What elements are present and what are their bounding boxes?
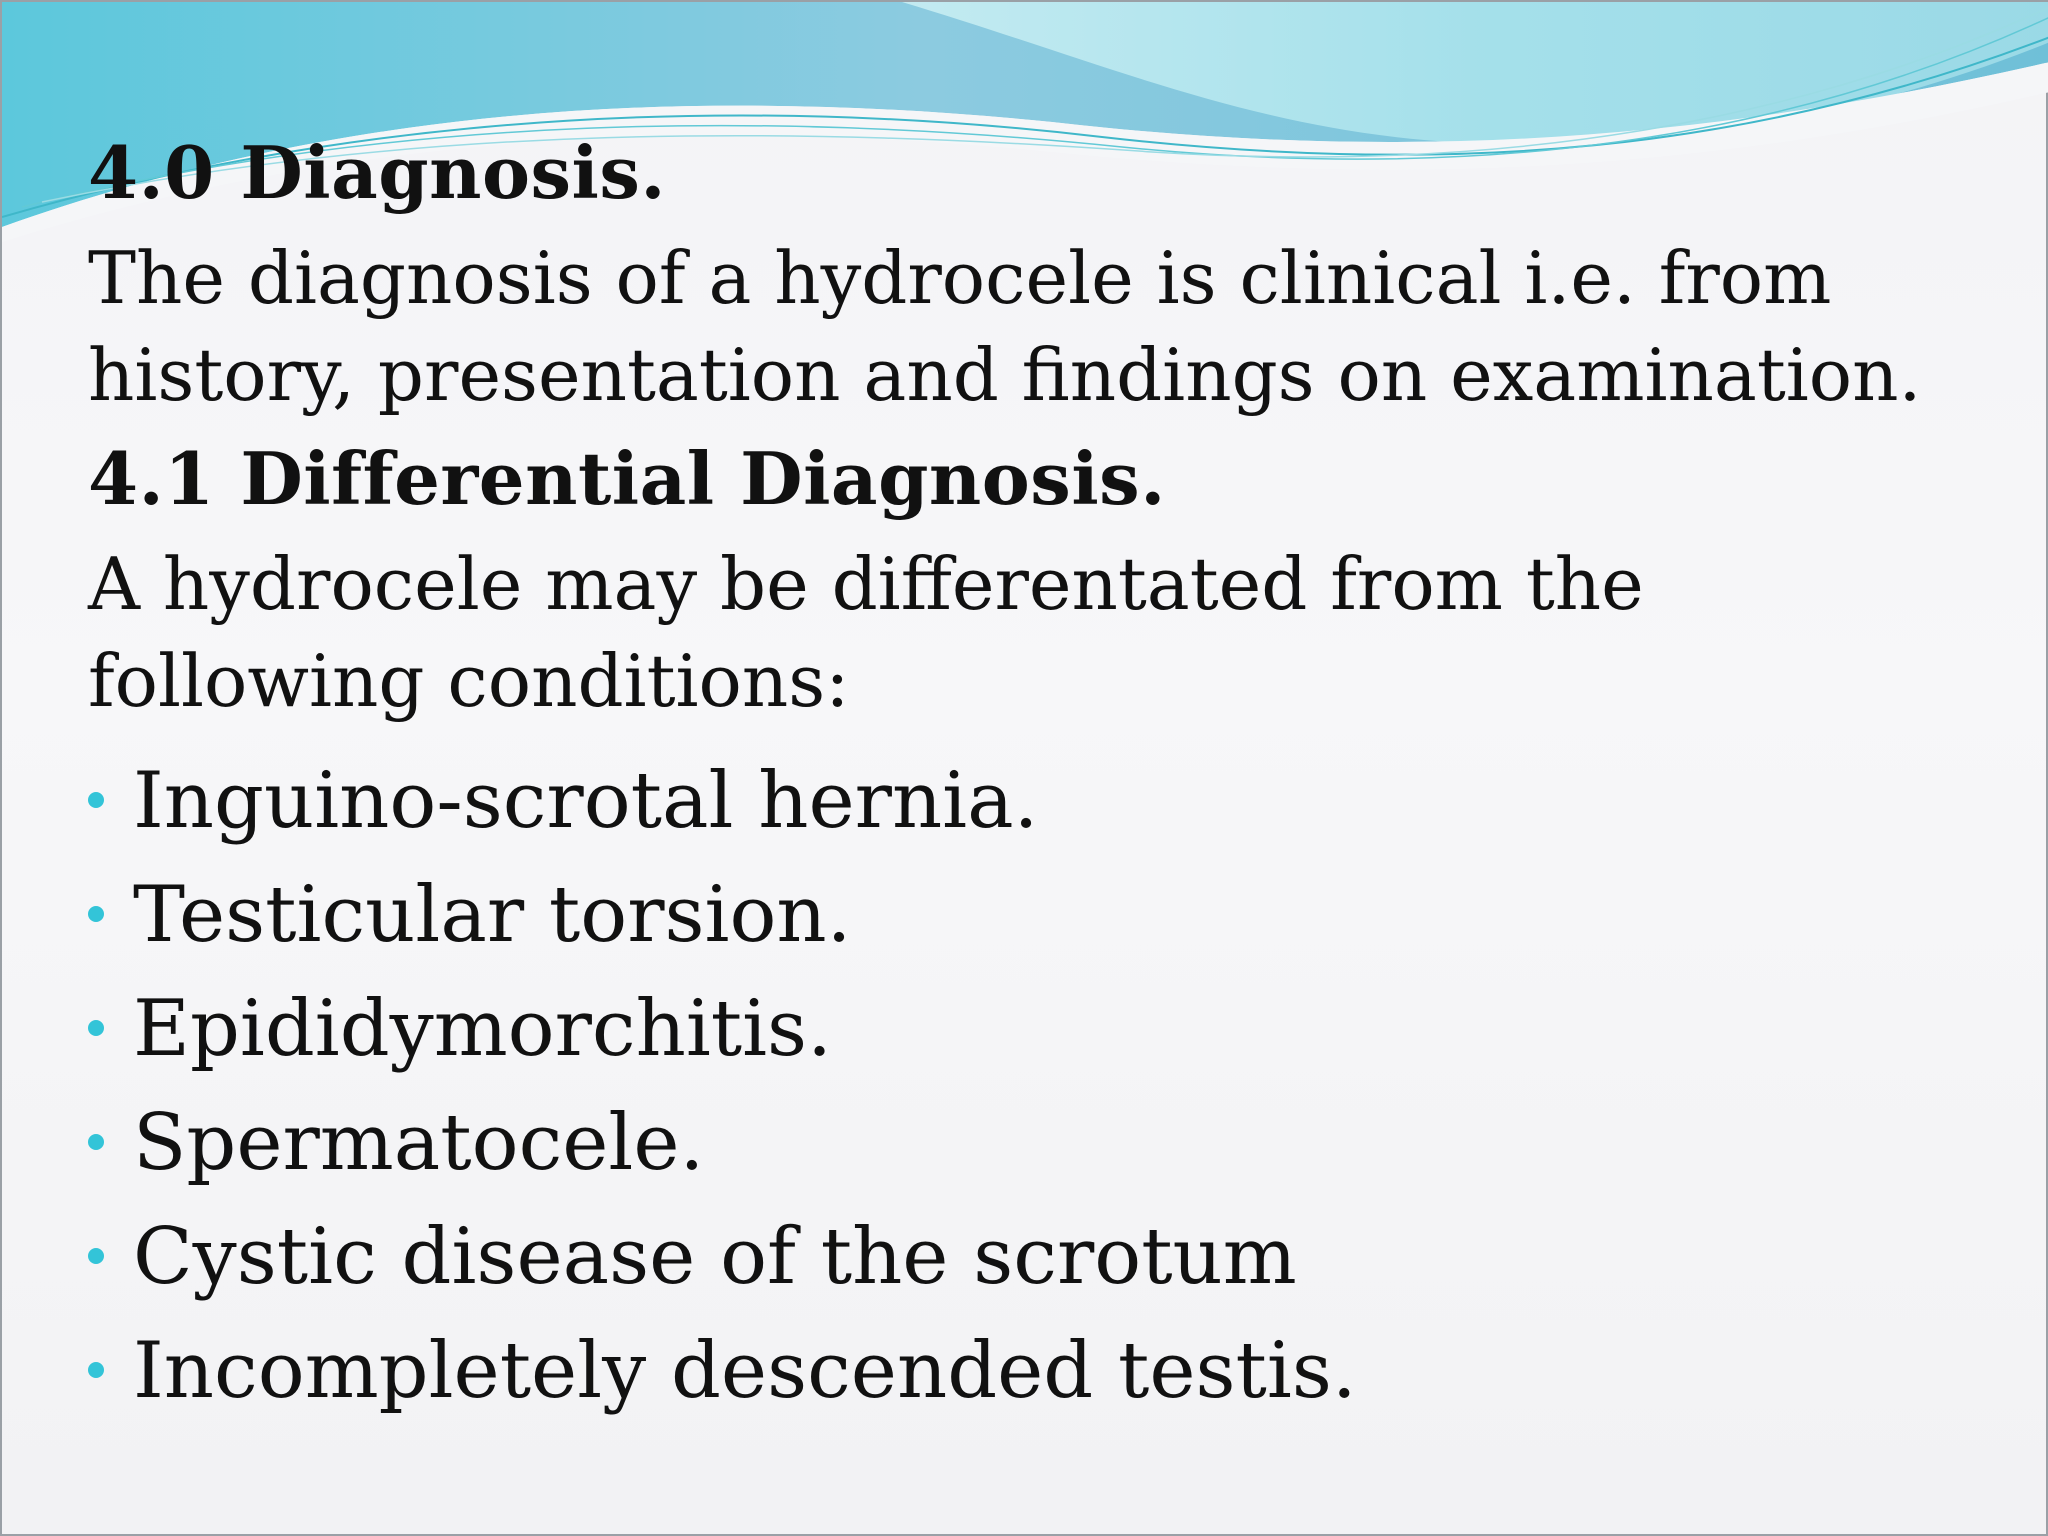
- list-item: [88, 1314, 1988, 1428]
- list-item: [88, 1200, 1988, 1314]
- diagnosis-paragraph: The diagnosis of a hydrocele is clinical i.e. from history, presentation and findings on examination.: [88, 236, 1922, 417]
- list-item: [88, 972, 1988, 1086]
- slide-content: [88, 128, 1988, 1428]
- list-item: [88, 744, 1988, 858]
- bullet-icon: [88, 792, 104, 808]
- list-item-text: Epididymorchitis.: [133, 984, 832, 1074]
- bullet-icon: [88, 1134, 104, 1150]
- list-item-text: Inguino-scrotal hernia.: [133, 756, 1039, 846]
- section-heading-differential-diagnosis: 4.1 Differential Diagnosis.: [88, 436, 1166, 521]
- differential-intro-paragraph: A hydrocele may be differentated from the following conditions:: [88, 542, 1644, 723]
- list-item: [88, 858, 1988, 972]
- list-item: [88, 1086, 1988, 1200]
- bullet-icon: [88, 1362, 104, 1378]
- section-heading-diagnosis: 4.0 Diagnosis.: [88, 130, 666, 215]
- list-item-text: Testicular torsion.: [133, 870, 852, 960]
- bullet-icon: [88, 1020, 104, 1036]
- list-item-text: Cystic disease of the scrotum: [133, 1212, 1297, 1302]
- differential-list: [88, 744, 1988, 1428]
- bullet-icon: [88, 1248, 104, 1264]
- bullet-icon: [88, 906, 104, 922]
- list-item-text: Incompletely descended testis.: [133, 1326, 1357, 1416]
- list-item-text: Spermatocele.: [133, 1098, 705, 1188]
